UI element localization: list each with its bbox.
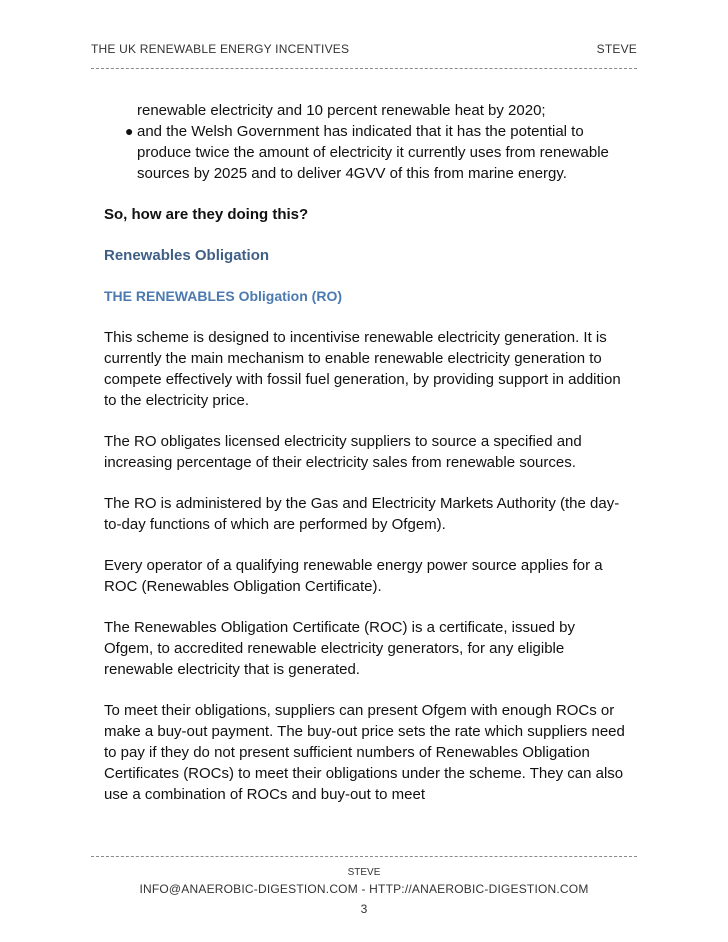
footer-links: INFO@ANAEROBIC-DIGESTION.COM - HTTP://ANAEROBIC-DIGESTION.COM — [139, 882, 589, 896]
section-heading: Renewables Obligation — [104, 247, 270, 264]
list-item — [125, 121, 628, 184]
footer-name: STEVE — [347, 867, 381, 878]
footer-divider — [91, 856, 637, 857]
section-question: So, how are they doing this? — [104, 206, 309, 223]
header-title: THE UK RENEWABLE ENERGY INCENTIVES — [91, 42, 350, 56]
bullet-icon: ● — [125, 123, 134, 139]
page-content — [104, 100, 628, 805]
bullet-text: renewable electricity and 10 percent renewable heat by 2020; — [137, 102, 546, 119]
paragraph: The RO is administered by the Gas and Electricity Markets Authority (the day-to-day functions of which are performed by Ofgem). — [104, 495, 620, 533]
page-number: 3 — [360, 902, 368, 916]
bullet-list — [104, 100, 628, 184]
paragraph: Every operator of a qualifying renewable energy power source applies for a ROC (Renewables Obligation Certificate). — [104, 557, 603, 595]
paragraph: The RO obligates licensed electricity suppliers to source a specified and increasing percentage of their electricity sales from renewable sources. — [104, 433, 582, 471]
list-item — [137, 100, 628, 121]
bullet-text: and the Welsh Government has indicated that it has the potential to produce twice the amount of electricity it currently uses from renewable sources by 2025 and to deliver 4GVV of this from marine energy. — [137, 123, 609, 182]
section-subheading: THE RENEWABLES Obligation (RO) — [104, 288, 342, 304]
paragraph: The Renewables Obligation Certificate (ROC) is a certificate, issued by Ofgem, to accredited renewable electricity generators, for any eligible renewable electricity that is generated. — [104, 619, 576, 678]
header-author: STEVE — [596, 42, 637, 56]
paragraph: To meet their obligations, suppliers can present Ofgem with enough ROCs or make a buy-out payment. The buy-out price sets the rate which suppliers need to pay if they do not present sufficient numbers of Renewables Obligation Certificates (ROCs) to meet their obligations under the scheme. They can also use a combination of ROCs and buy-out to meet — [104, 702, 625, 803]
header-divider — [91, 68, 637, 69]
paragraph: This scheme is designed to incentivise renewable electricity generation. It is currently the main mechanism to enable renewable electricity generation to compete effectively with fossil fuel generation, by providing support in addition to the electricity price. — [104, 329, 621, 409]
page-header — [91, 42, 637, 56]
